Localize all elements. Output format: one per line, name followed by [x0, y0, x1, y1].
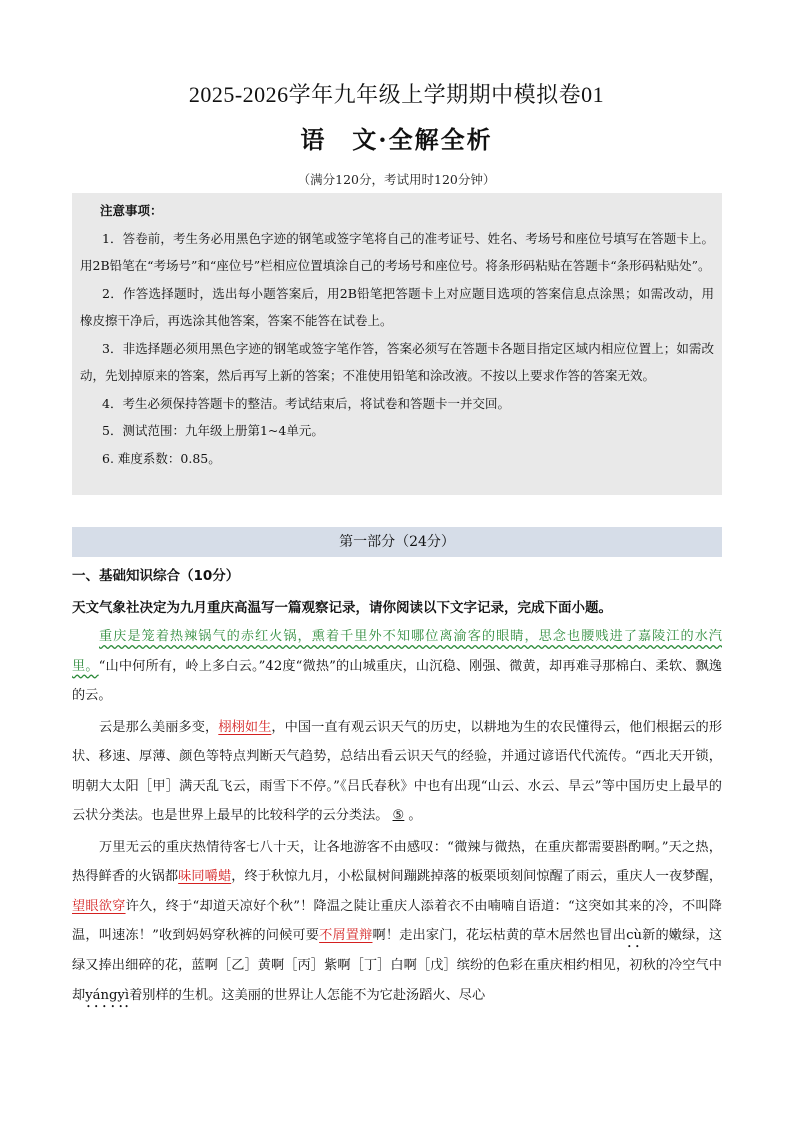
notice-item: 5．测试范围：九年级上册第1~4单元。 [102, 423, 324, 438]
passage-text: 着别样的生机。这美丽的世界让人怎能不为它赴汤蹈火、尽心 [129, 987, 486, 1003]
marked-idiom: 不屑置辩 [319, 928, 373, 943]
section-heading: 一、基础知识综合（10分） [72, 568, 240, 584]
passage [72, 622, 722, 1013]
passage-text: 云是那么美丽多变， [99, 719, 219, 735]
notice-item: 6. 难度系数：0.85。 [102, 450, 221, 466]
notice-item: 3．非选择题必须用黑色字迹的钢笔或签字笔作答，答案必须写在答题卡各题目指定区域内相应位置上；如需改动，先划掉原来的答案，然后再写上新的答案；不准使用铅笔和涂改液。不按以上要求作答的答案无效。 [80, 340, 714, 383]
highlighted-sentence: 重庆是笼着热辣锅气的赤红火锅，熏着千里外不知哪位离渝客的眼睛，思念也腰贱进了嘉陵江的水汽里。 [72, 629, 722, 674]
exam-subtitle: 语 文·全解全析 [300, 125, 493, 154]
passage-text: ，终于秋惊九月，小松鼠树间蹦跳掉落的板栗顷刻间惊醒了雨云，重庆人一夜梦醒， [231, 869, 723, 884]
notice-item: 1．答卷前，考生务必用黑色字迹的钢笔或签字笔将自己的准考证号、姓名、考场号和座位号填写在答题卡上。用2B铅笔在“考场号”和“座位号”栏相应位置填涂自己的考场号和座位号。将条形码粘贴在答题卡“条形码粘贴处”。 [80, 230, 714, 273]
marked-idiom: 望眼欲穿 [72, 898, 126, 914]
notice-heading: 注意事项： [100, 203, 163, 218]
notice-item: 2．作答选择题时，选出每小题答案后，用2B铅笔把答题卡上对应题目选项的答案信息点涂黑；如需改动，用橡皮擦干净后，再选涂其他答案，答案不能答在试卷上。 [80, 285, 714, 328]
passage-text: ，中国一直有观云识天气的历史，以耕地为生的农民懂得云，他们根据云的形状、移速、厚薄、颜色等特点判断天气趋势，总结出看云识天气的经验，并通过谚语代代流传。“西北天开锁，明朝大太阳［甲］满天乱飞云，雨雪下不停。”《吕氏春秋》中也有出现“山云、水云、旱云”等中国历史上最早的云状分类法。也是世界上最早的比较科学的云分类法。 [72, 719, 723, 823]
passage-text: “山中何所有，岭上多白云。”42度“微热”的山城重庆，山沉稳、刚强、微黄，却再难寻那棉白、柔软、飘逸的云。 [72, 658, 722, 703]
marked-idiom: 味同嚼蜡 [178, 869, 232, 884]
passage-text: 万里无云的重庆热情待客七八十天，让各地游客不由感叹：“微辣与微热，在重庆都需要斟酌啊。”天之热，热得鲜香的火锅都 [72, 839, 722, 884]
notice-item: 4．考生必须保持答题卡的整洁。考试结束后，将试卷和答题卡一并交回。 [102, 395, 510, 411]
marked-idiom: 栩栩如生 [218, 719, 272, 735]
passage-text: 啊！走出家门，花坛枯黄的草木居然也冒出 [372, 928, 627, 943]
passage-text: 许久，终于“却道天凉好个秋”！降温之陡让重庆人添着衣不由喃喃自语道：“这突如其来的冷，不叫降温，叫速冻！”收到妈妈穿秋裤的问候可要 [72, 898, 722, 943]
score-and-time: （满分120分，考试用时120分钟） [297, 172, 496, 187]
answer-blank: ⑤ [392, 808, 405, 823]
pinyin-prompt: cù [626, 928, 642, 943]
passage-text: 。 [408, 808, 422, 823]
notice-box [72, 193, 722, 495]
passage-paragraph-2 [72, 713, 722, 831]
passage-paragraph-1 [72, 622, 722, 711]
pinyin-prompt: yángyì [85, 987, 130, 1003]
question-lead: 天文气象社决定为九月重庆高温写一篇观察记录，请你阅读以下文字记录，完成下面小题。 [72, 600, 612, 616]
part-one-bar: 第一部分（24分） [72, 527, 722, 557]
passage-paragraph-3 [72, 833, 722, 1011]
exam-title: 2025-2026学年九年级上学期期中模拟卷01 [188, 82, 605, 107]
passage-text: 新的嫩绿，这绿又捧出细碎的花，蓝啊［乙］黄啊［丙］紫啊［丁］白啊［戊］缤纷的色彩在重庆相约相见，初秋的冷空气中却 [72, 928, 723, 1003]
